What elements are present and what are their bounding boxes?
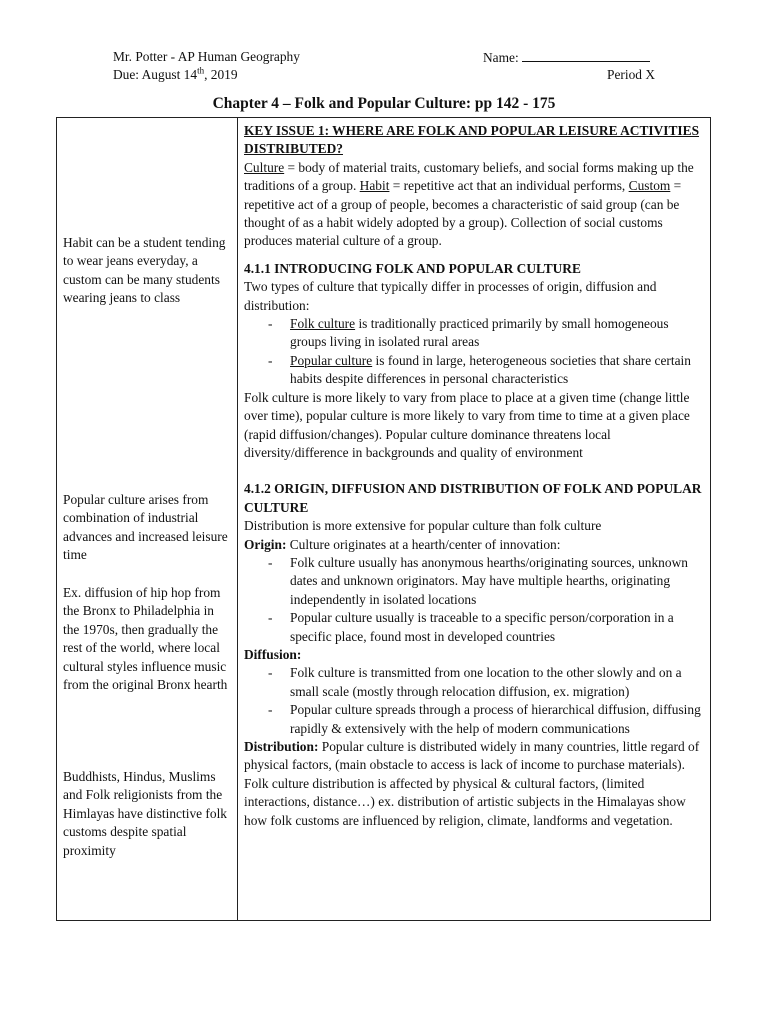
folk-term: Folk culture <box>290 316 356 332</box>
section-2-heading: 4.1.2 ORIGIN, DIFFUSION AND DISTRIBUTION OF FOLK AND POPULAR CULTURE <box>244 481 702 515</box>
distribution-label: Distribution: <box>244 739 319 754</box>
diffusion-list <box>244 664 706 738</box>
diffusion-label: Diffusion: <box>244 646 302 662</box>
teacher-course: Mr. Potter - AP Human Geography <box>113 49 300 64</box>
due-prefix: Due: August 14 <box>113 67 198 82</box>
list-item <box>290 315 706 352</box>
habit-term: Habit <box>359 178 390 194</box>
culture-term: Culture <box>244 159 285 175</box>
note-hiphop: Ex. diffusion of hip hop from the Bronx to Philadelphia in the 1970s, then gradually the rest of the world, where local cultural styles influence music from the original Bronx hearth <box>63 585 228 693</box>
name-label: Name: <box>483 50 519 65</box>
section-1-intro: Two types of culture that typically differ in processes of origin, diffusion and distribution: <box>244 279 657 313</box>
page-title: Chapter 4 – Folk and Popular Culture: pp 142 - 175 <box>212 95 556 112</box>
section-2-intro: Distribution is more extensive for popular culture than folk culture <box>244 518 602 534</box>
name-blank[interactable] <box>522 48 650 62</box>
section-1-paragraph: Folk culture is more likely to vary from place to place at a given time (change little over time), popular culture is more likely to vary from time to time at a given place (rapid diffusion/changes). Popular culture dominance threatens local diversity/difference in backgrounds and quality of environment <box>244 389 690 460</box>
popular-term: Popular culture <box>290 352 373 368</box>
culture-type-list <box>244 315 706 389</box>
origin-label: Origin: <box>244 536 287 552</box>
culture-definitions <box>244 159 706 251</box>
habit-def: = repetitive act that an individual performs, <box>389 178 629 194</box>
period: Period X <box>607 67 655 82</box>
key-issue-heading: KEY ISSUE 1: WHERE ARE FOLK AND POPULAR LEISURE ACTIVITIES DISTRIBUTED? <box>244 123 700 157</box>
list-item: - Folk culture is transmitted from one location to the other slowly and on a small scale (mostly through relocation diffusion, ex. migration) <box>290 664 706 701</box>
list-item: - Folk culture usually has anonymous hearths/originating sources, unknown dates and unknown originators. May have multiple hearths, originating independently in isolated locations <box>290 554 706 609</box>
due-date <box>113 66 238 84</box>
origin-list <box>244 554 706 646</box>
due-sup: th <box>197 65 205 76</box>
name-line <box>483 48 650 67</box>
folk-def: is traditionally practiced primarily by small homogeneous groups living in isolated rural areas <box>290 316 669 350</box>
custom-term: Custom <box>628 178 671 194</box>
note-religion: Buddhists, Hindus, Muslims and Folk religionists from the Himlayas have distinctive folk customs despite spatial proximity <box>63 769 227 858</box>
origin-line <box>244 536 706 554</box>
main-column <box>244 122 706 830</box>
custom-def: = repetitive act of a group of people, becomes a characteristic of said group (can be thought of as a habit widely adopted by a group). Collection of social customs produces material culture of a group. <box>244 178 682 249</box>
column-divider <box>237 118 238 920</box>
origin-text: Culture originates at a hearth/center of innovation: <box>286 536 561 552</box>
section-1-heading: 4.1.1 INTRODUCING FOLK AND POPULAR CULTURE <box>244 260 581 276</box>
note-habit: Habit can be a student tending to wear jeans everyday, a custom can be many students wearing jeans to class <box>63 235 226 306</box>
distribution-text: Popular culture is distributed widely in many countries, little regard of physical factors, (main obstacle to access is lack of income to purchase materials). Folk culture distribution is affected by physical & cultural factors, (limited interactions, distance…) ex. distribution of artistic subjects in the Himalayas show how folk customs are influenced by religion, climate, landforms and vegetation. <box>244 739 700 828</box>
popular-def: is found in large, heterogeneous societies that share certain habits despite differences in personal characteristics <box>290 352 691 387</box>
list-item <box>290 352 706 389</box>
notes-table <box>56 117 711 921</box>
due-suffix: , 2019 <box>204 67 238 82</box>
list-item: - Popular culture spreads through a process of hierarchical diffusion, diffusing rapidly & extensively with the help of modern communications <box>290 701 706 738</box>
diffusion-line <box>244 646 706 664</box>
culture-def: = body of material traits, customary beliefs, and social forms making up the traditions of a group. <box>244 159 694 194</box>
list-item: - Popular culture usually is traceable to a specific person/corporation in a specific place, found most in developed countries <box>290 609 706 646</box>
note-popular: Popular culture arises from combination of industrial advances and increased leisure time <box>63 492 228 563</box>
distribution-paragraph <box>244 738 706 830</box>
